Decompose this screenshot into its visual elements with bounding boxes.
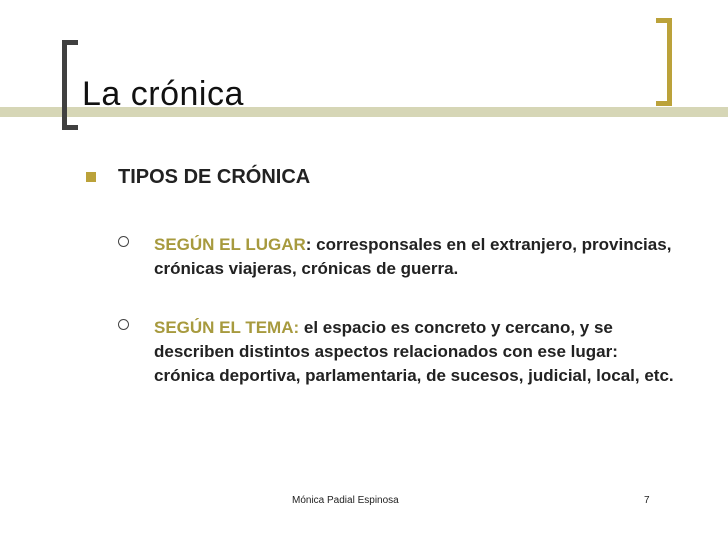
bullet-level1-text: TIPOS DE CRÓNICA — [118, 166, 311, 188]
left-bracket-decoration — [62, 40, 78, 130]
bullet-body: : corresponsales en el extranjero, provincias, crónicas viajeras, crónicas de guerra. — [154, 235, 672, 278]
bullet-body: el espacio es concreto y cercano, y se describen distintos aspectos relacionados con ese lugar: crónica deportiva, parlamentaria, de sucesos, judicial, local, etc. — [154, 318, 674, 385]
slide-title: La crónica — [82, 75, 244, 113]
bullet-level2-text — [154, 316, 678, 388]
footer-author: Mónica Padial Espinosa — [292, 495, 399, 506]
circle-bullet-icon — [118, 236, 129, 247]
circle-bullet-icon — [118, 319, 129, 330]
right-bracket-decoration — [656, 18, 672, 106]
square-bullet-icon — [86, 172, 96, 182]
bullet-label: SEGÚN EL TEMA: — [154, 318, 300, 337]
bullet-label: SEGÚN EL LUGAR — [154, 235, 306, 254]
bullet-level2-text — [154, 233, 678, 281]
page-number: 7 — [644, 495, 650, 506]
